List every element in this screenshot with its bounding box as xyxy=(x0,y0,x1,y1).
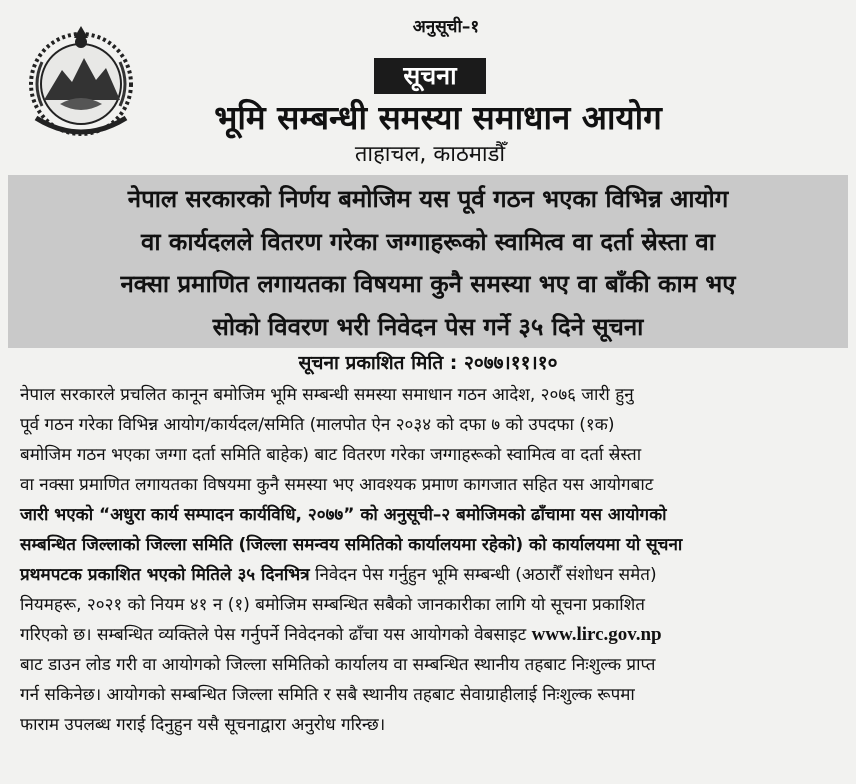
commission-name: भूमि सम्बन्धी समस्या समाधान आयोग xyxy=(214,98,662,137)
headline-line: वा कार्यदलले वितरण गरेका जग्गाहरूको स्वामित्व वा दर्ता स्रेस्ता वा xyxy=(141,227,715,256)
notice-body xyxy=(20,380,840,740)
body-line: नेपाल सरकारले प्रचलित कानून बमोजिम भूमि सम्बन्धी समस्या समाधान गठन आदेश, २०७६ जारी हुनु xyxy=(20,385,634,405)
body-line xyxy=(20,620,840,650)
notice-headline xyxy=(8,178,848,348)
publication-date-label: सूचना प्रकाशित मिति : xyxy=(298,352,458,374)
publication-date-value: २०७७।११।१० xyxy=(464,352,558,374)
nepal-government-emblem-icon xyxy=(22,22,140,140)
notice-title: सूचना xyxy=(374,58,486,94)
annex-label: अनुसूची–१ xyxy=(412,17,480,37)
body-line: बाट डाउन लोड गरी वा आयोगको जिल्ला समितिको कार्यालय वा सम्बन्धित स्थानीय तहबाट निःशुल्क प्राप्त xyxy=(20,655,656,675)
website-link[interactable]: www.lirc.gov.np xyxy=(531,624,662,645)
headline-line: सोको विवरण भरी निवेदन पेस गर्ने ३५ दिने सूचना xyxy=(212,312,644,341)
body-line: जारी भएको “अधुरा कार्य सम्पादन कार्यविधि, २०७७” को अनुसूची–२ बमोजिमको ढाँचामा यस आयोगको xyxy=(20,505,667,525)
body-line: बमोजिम गठन भएका जग्गा दर्ता समिति बाहेक) बाट वितरण गरेका जग्गाहरूको स्वामित्व वा दर्ता स्रेस्ता xyxy=(20,445,642,465)
body-line xyxy=(20,560,840,590)
commission-location: ताहाचल, काठमाडौँ xyxy=(354,142,506,167)
body-line: वा नक्सा प्रमाणित लगायतका विषयमा कुनै समस्या भए आवश्यक प्रमाण कागजात सहित यस आयोगबाट xyxy=(20,475,654,495)
body-line-start: गरिएको छ। सम्बन्धित व्यक्तिले पेस गर्नुपर्ने निवेदनको ढाँचा यस आयोगको वेबसाइट xyxy=(20,625,532,645)
body-line: फाराम उपलब्ध गराई दिनुहुन यसै सूचनाद्वारा अनुरोध गरिन्छ। xyxy=(20,715,386,735)
publication-date xyxy=(0,350,856,376)
body-line-rest: निवेदन पेस गर्नुहुन भूमि सम्बन्धी (अठारौँ संशोधन समेत) xyxy=(309,565,657,585)
headline-line: नेपाल सरकारको निर्णय बमोजिम यस पूर्व गठन भएका विभिन्न आयोग xyxy=(127,185,729,213)
body-line: सम्बन्धित जिल्लाको जिल्ला समिति (जिल्ला समन्वय समितिको कार्यालयमा रहेको) को कार्यालयमा यो सूचना xyxy=(20,535,683,555)
headline-line: नक्सा प्रमाणित लगायतका विषयमा कुनै समस्या भए वा बाँकी काम भए xyxy=(120,270,736,298)
body-line: गर्न सकिनेछ। आयोगको सम्बन्धित जिल्ला समिति र सबै स्थानीय तहबाट सेवाग्राहीलाई निःशुल्क रूपमा xyxy=(20,685,635,705)
body-line: नियमहरू, २०२१ को नियम ४१ न (१) बमोजिम सम्बन्धित सबैको जानकारीका लागि यो सूचना प्रकाशित xyxy=(20,595,645,615)
body-line: पूर्व गठन गरेका विभिन्न आयोग/कार्यदल/समिति (मालपोत ऐन २०३४ को दफा ७ को उपदफा (१क) xyxy=(20,415,615,435)
deadline-text: प्रथमपटक प्रकाशित भएको मितिले ३५ दिनभित्र xyxy=(20,565,310,585)
